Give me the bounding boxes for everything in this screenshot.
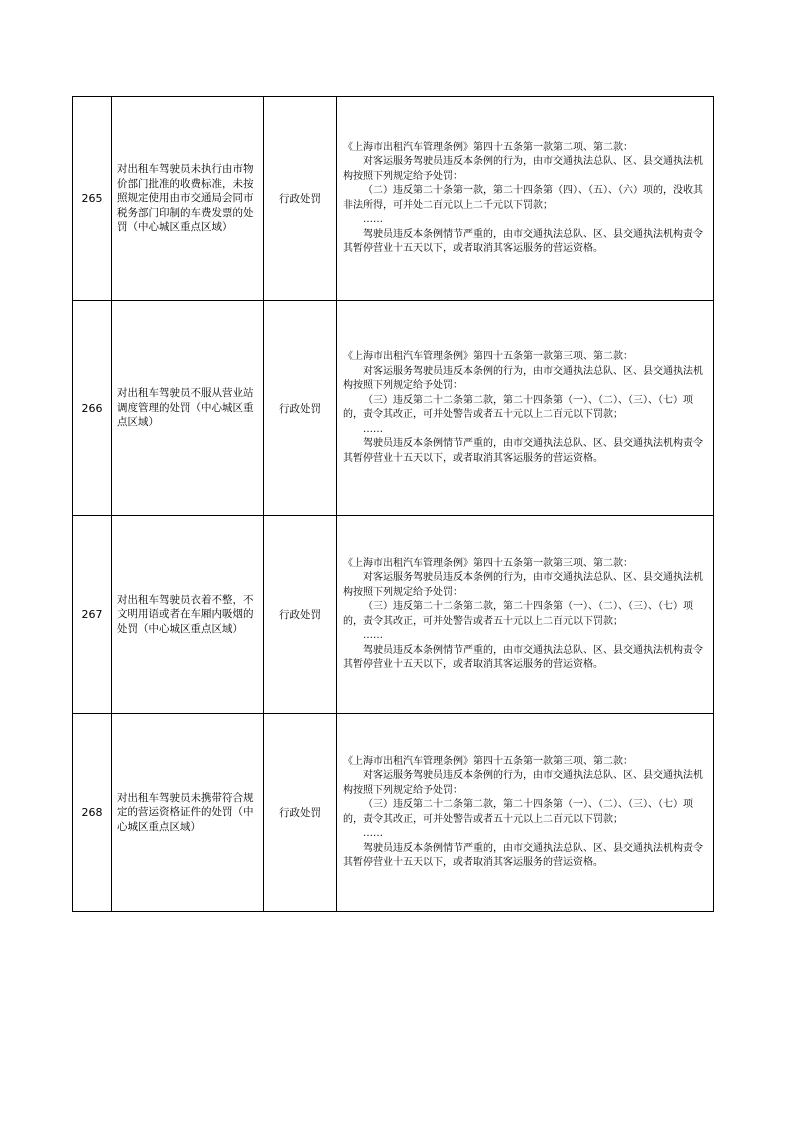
basis-line: 对客运服务驾驶员违反本条例的行为，由市交通执法总队、区、县交通执法机构按照下列规定给予处罚： [343,770,703,796]
item-type: 行政处罚 [264,714,337,912]
table-row [73,516,714,714]
basis-line: （三）违反第二十二条第二款，第二十四条第（一）、（二）、（三）、（七）项的，责令其改正，可并处警告或者五十元以上二百元以下罚款； [343,799,693,825]
basis-line: 对客运服务驾驶员违反本条例的行为，由市交通执法总队、区、县交通执法机构按照下列规定给予处罚： [343,156,703,182]
item-name: 对出租车驾驶员未执行由市物价部门批准的收费标准，未按照规定使用由市交通局会同市税务部门印制的车费发票的处罚（中心城区重点区域） [112,97,264,301]
basis-line: …… [363,214,383,225]
item-name: 对出租车驾驶员未携带符合规定的营运资格证件的处罚（中心城区重点区域） [112,714,264,912]
item-name: 对出租车驾驶员衣着不整，不文明用语或者在车厢内吸烟的处罚（中心城区重点区域） [112,516,264,714]
table-row [73,97,714,301]
legal-basis [337,301,714,516]
basis-line: 对客运服务驾驶员违反本条例的行为，由市交通执法总队、区、县交通执法机构按照下列规定给予处罚： [343,365,703,391]
legal-basis [337,516,714,714]
basis-line: 《上海市出租汽车管理条例》第四十五条第一款第三项、第二款： [343,351,633,362]
basis-line: 《上海市出租汽车管理条例》第四十五条第一款第三项、第二款： [343,557,633,569]
item-number: 268 [73,714,112,912]
item-name: 对出租车驾驶员不服从营业站调度管理的处罚（中心城区重点区域） [112,301,264,516]
penalty-table [72,96,714,912]
item-number: 266 [73,301,112,516]
legal-basis [337,714,714,912]
table-row [73,714,714,912]
basis-line: 驾驶员违反本条例情节严重的，由市交通执法总队、区、县交通执法机构责令其暂停营业十五天以下，或者取消其客运服务的营运资格。 [343,438,703,464]
legal-basis [337,97,714,301]
basis-line: …… [363,828,383,839]
basis-line: …… [363,630,383,641]
basis-line: （二）违反第二十条第一款，第二十四条第（四）、（五）、（六）项的，没收其非法所得，可并处二百元以上二千元以下罚款； [343,185,703,211]
item-type: 行政处罚 [264,97,337,301]
basis-line: （三）违反第二十二条第二款，第二十四条第（一）、（二）、（三）、（七）项的，责令其改正，可并处警告或者五十元以上二百元以下罚款； [343,394,693,420]
basis-line: 驾驶员违反本条例情节严重的，由市交通执法总队、区、县交通执法机构责令其暂停营业十五天以下，或者取消其客运服务的营运资格。 [343,842,703,868]
basis-line: （三）违反第二十二条第二款，第二十四条第（一）、（二）、（三）、（七）项的，责令其改正，可并处警告或者五十元以上二百元以下罚款； [343,601,693,627]
basis-line: 对客运服务驾驶员违反本条例的行为，由市交通执法总队、区、县交通执法机构按照下列规定给予处罚： [343,572,703,598]
basis-line: 《上海市出租汽车管理条例》第四十五条第一款第二项、第二款： [343,141,633,153]
table-row [73,301,714,516]
basis-line: 驾驶员违反本条例情节严重的，由市交通执法总队、区、县交通执法机构责令其暂停营业十五天以下，或者取消其客运服务的营运资格。 [343,644,703,670]
basis-line: 驾驶员违反本条例情节严重的，由市交通执法总队、区、县交通执法机构责令其暂停营业十五天以下，或者取消其客运服务的营运资格。 [343,228,703,254]
basis-line: 《上海市出租汽车管理条例》第四十五条第一款第三项、第二款： [343,755,633,767]
item-number: 265 [73,97,112,301]
item-type: 行政处罚 [264,301,337,516]
basis-line: …… [363,423,383,435]
item-number: 267 [73,516,112,714]
item-type: 行政处罚 [264,516,337,714]
